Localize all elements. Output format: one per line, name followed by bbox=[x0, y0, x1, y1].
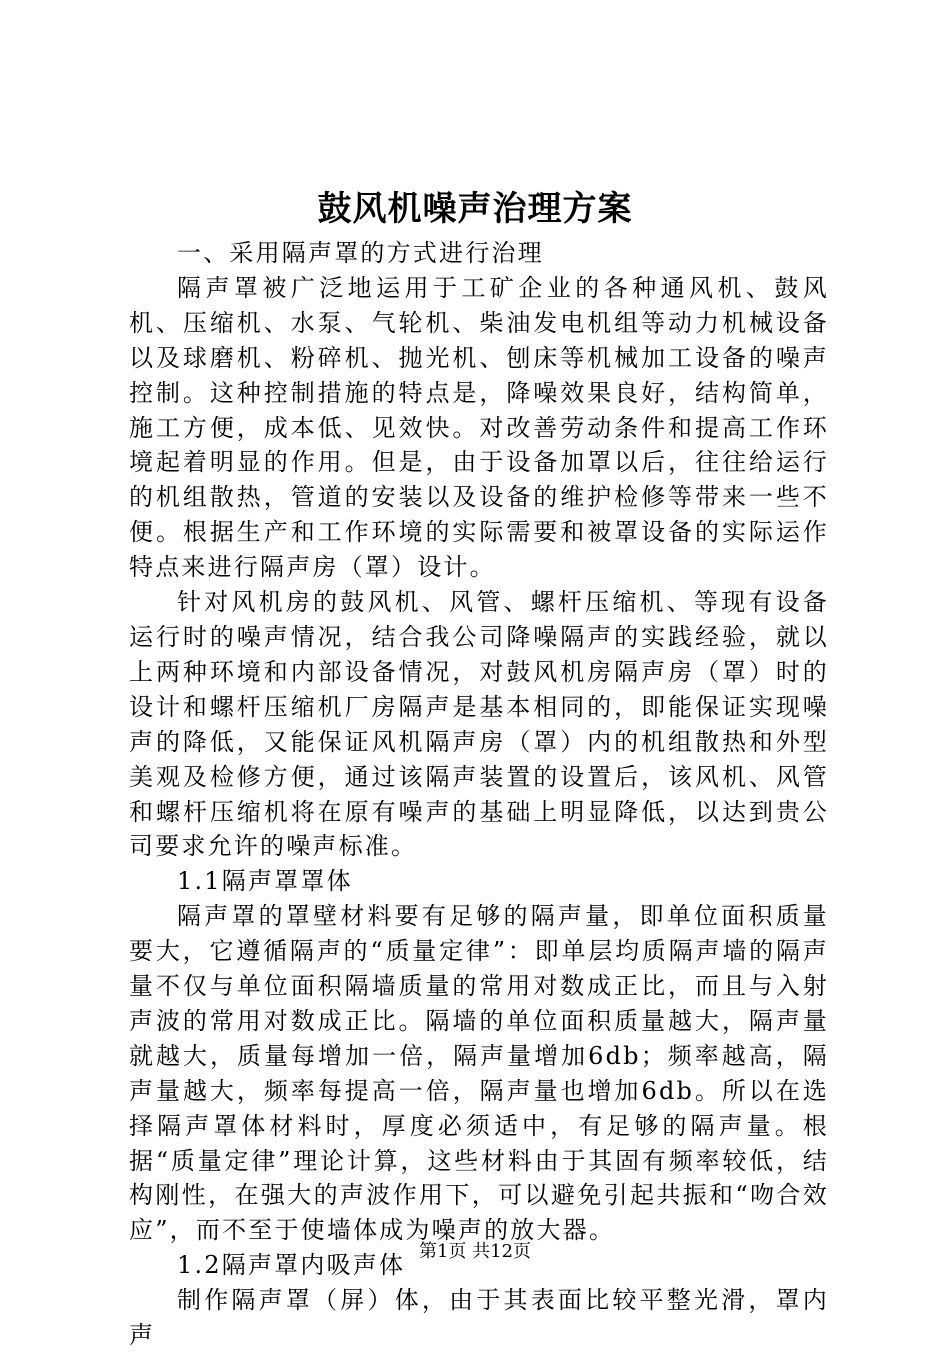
section-heading: 一、采用隔声罩的方式进行治理 bbox=[177, 239, 544, 267]
document-title: 鼓风机噪声治理方案 bbox=[317, 189, 633, 229]
paragraph: 制作隔声罩（屏）体，由于其表面比较平整光滑，罩内声 bbox=[129, 1286, 829, 1350]
section-heading: 1.2隔声罩内吸声体 bbox=[177, 1251, 406, 1280]
paragraph: 隔声罩的罩壁材料要有足够的隔声量，即单位面积质量要大，它遵循隔声的“质量定律”：即单层均质隔声墙的隔声量不仅与单位面积隔墙质量的常用对数成正比，而且与入射声波的常用对数成正比。隔墙的单位面积质量越大，隔声量就越大，质量每增加一倍，隔声量增加6db；频率越高，隔声量越大，频率每提高一倍，隔声量也增加6db。所以在选择隔声罩体材料时，厚度必须适中，有足够的隔声量。根据“质量定律”理论计算，这些材料由于其固有频率较低，结构刚性，在强大的声波作用下，可以避免引起共振和“吻合效应”，而不至于使墙体成为噪声的放大器。 bbox=[129, 902, 829, 1245]
section-heading: 1.1隔声罩罩体 bbox=[177, 867, 353, 896]
page-footer: 第1页 共12页 bbox=[418, 1241, 532, 1262]
paragraph: 隔声罩被广泛地运用于工矿企业的各种通风机、鼓风机、压缩机、水泵、气轮机、柴油发电机组等动力机械设备以及球磨机、粉碎机、抛光机、刨床等机械加工设备的噪声控制。这种控制措施的特点是，降噪效果良好，结构简单，施工方便，成本低、见效快。对改善劳动条件和提高工作环境起着明显的作用。但是，由于设备加罩以后，往往给运行的机组散热，管道的安装以及设备的维护检修等带来一些不便。根据生产和工作环境的实际需要和被罩设备的实际运作特点来进行隔声房（罩）设计。 bbox=[129, 273, 829, 582]
paragraph: 针对风机房的鼓风机、风管、螺杆压缩机、等现有设备运行时的噪声情况，结合我公司降噪隔声的实践经验，就以上两种环境和内部设备情况，对鼓风机房隔声房（罩）时的设计和螺杆压缩机厂房隔声是基本相同的，即能保证实现噪声的降低，又能保证风机隔声房（罩）内的机组散热和外型美观及检修方便，通过该隔声装置的设置后，该风机、风管和螺杆压缩机将在原有噪声的基础上明显降低，以达到贵公司要求允许的噪声标准。 bbox=[129, 588, 829, 861]
document-body bbox=[129, 236, 829, 1353]
